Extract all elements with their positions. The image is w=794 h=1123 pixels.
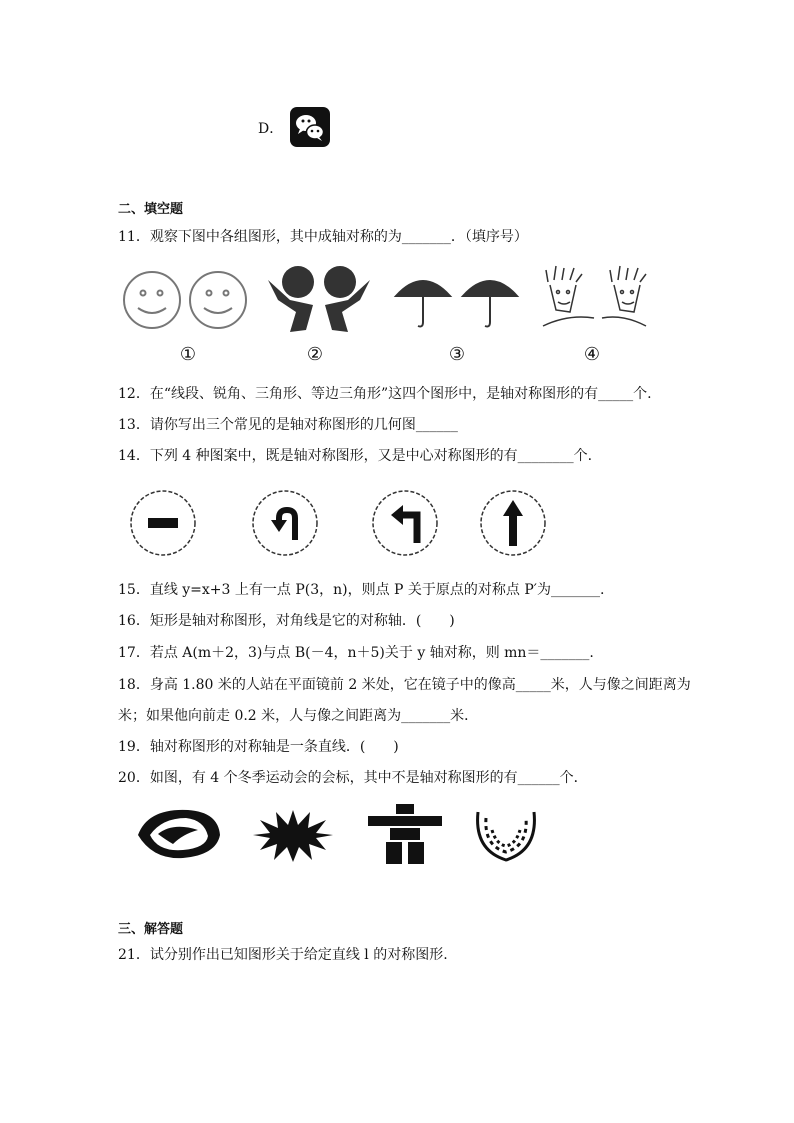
umbrella-icon <box>463 281 517 327</box>
checkered-emblem-icon <box>478 812 535 860</box>
question-11: 11．观察下图中各组图形，其中成轴对称的为_______．（填序号） <box>118 229 528 245</box>
question-19: 19．轴对称图形的对称轴是一条直线．( ) <box>118 739 399 755</box>
straight-sign-icon <box>481 491 545 555</box>
q11-label-4: ④ <box>583 344 601 365</box>
section-fill-in-title: 二、填空题 <box>118 202 184 217</box>
question-21: 21．试分别作出已知图形关于给定直线 l 的对称图形. <box>118 947 448 963</box>
smiley-face-icon <box>124 272 180 328</box>
question-13: 13．请你写出三个常见的是轴对称图形的几何图______ <box>118 417 458 433</box>
figure-pair-icon <box>268 266 370 332</box>
left-turn-sign-icon <box>373 491 437 555</box>
section-answer-title: 三、解答题 <box>118 922 184 937</box>
smiley-face-icon <box>190 272 246 328</box>
question-20: 20．如图，有 4 个冬季运动会的会标，其中不是轴对称图形的有______个． <box>118 770 588 786</box>
q11-label-1: ① <box>179 344 197 365</box>
u-turn-sign-icon <box>253 491 317 555</box>
question-18-line-2: 米；如果他向前走 0.2 米，人与像之间距离为_______米． <box>118 708 479 724</box>
q14-figures <box>125 488 565 558</box>
cartoon-face-icon <box>543 266 594 326</box>
umbrella-icon <box>396 281 450 327</box>
no-entry-sign-icon <box>131 491 195 555</box>
inukshuk-emblem-icon <box>368 804 442 864</box>
q11-label-3: ③ <box>448 344 466 365</box>
question-17: 17．若点 A(m＋2，3)与点 B(－4，n＋5)关于 y 轴对称，则 mn＝_______. <box>118 645 594 661</box>
question-15: 15．直线 y=x+3 上有一点 P(3，n)，则点 P 关于原点的对称点 P′为_______. <box>118 582 605 598</box>
option-d-label: D． <box>258 121 284 137</box>
q11-figures <box>118 260 658 340</box>
question-14: 14．下列 4 种图案中，既是轴对称图形，又是中心对称图形的有________个. <box>118 448 593 464</box>
q20-figures <box>128 800 548 870</box>
question-16: 16．矩形是轴对称图形，对角线是它的对称轴．( ) <box>118 613 455 629</box>
starburst-emblem-icon <box>253 810 333 862</box>
question-18-line-1: 18．身高 1.80 米的人站在平面镜前 2 米处，它在镜子中的像高_____米，人与像之间距离为 <box>118 677 691 693</box>
wechat-icon <box>290 107 330 147</box>
swirl-emblem-icon <box>138 810 220 858</box>
cartoon-face-icon <box>602 266 646 326</box>
q11-label-2: ② <box>306 344 324 365</box>
question-12: 12．在“线段、锐角、三角形、等边三角形”这四个图形中，是轴对称图形的有_____个. <box>118 386 652 402</box>
